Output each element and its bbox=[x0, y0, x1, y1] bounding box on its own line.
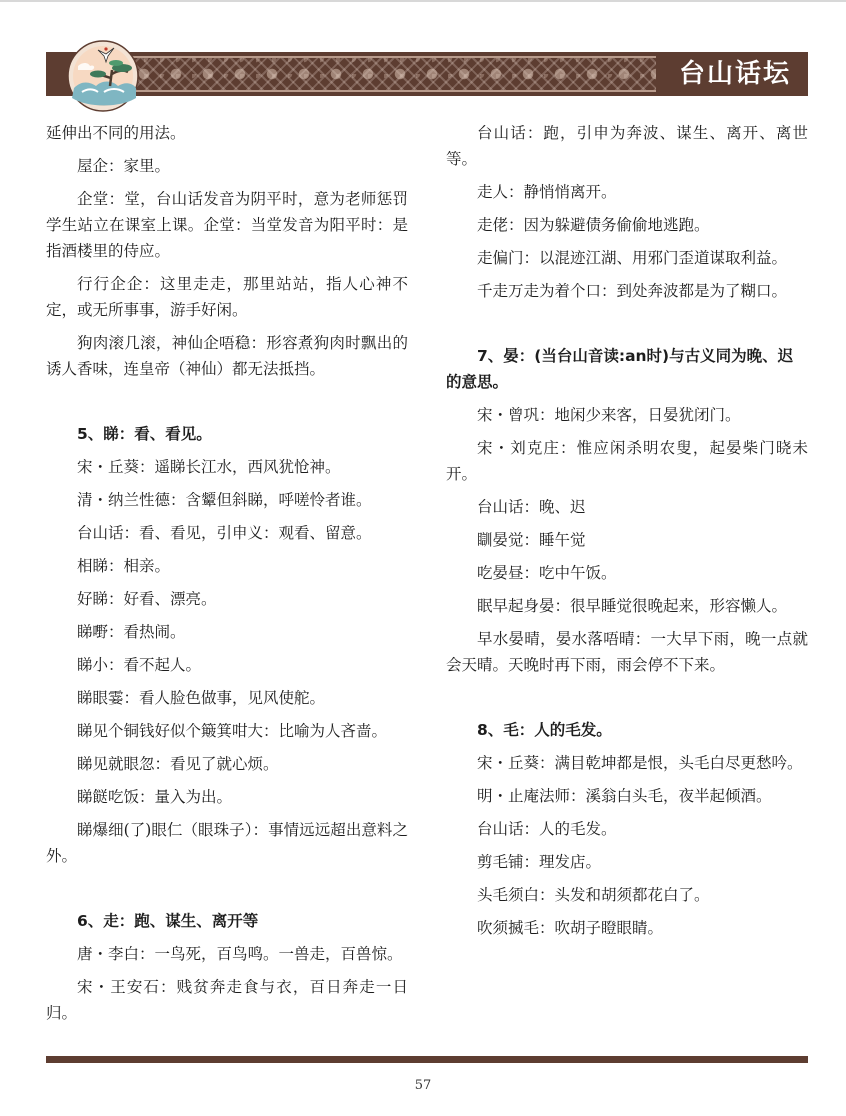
paragraph: 早水晏晴，晏水落唔晴：一大早下雨，晚一点就会天晴。天晚时再下雨，雨会停不下来。 bbox=[446, 630, 808, 674]
section-heading: 7、晏：(当台山音读:an时)与古义同为晚、迟的意思。 bbox=[446, 347, 794, 391]
paragraph: 睇嘢：看热闹。 bbox=[77, 623, 186, 641]
paragraph: 睇爆细(了)眼仁（眼珠子）：事情远远超出意料之外。 bbox=[46, 821, 408, 865]
paragraph: 狗肉滚几滚，神仙企唔稳：形容煮狗肉时飘出的诱人香味，连皇帝（神仙）都无法抵挡。 bbox=[46, 334, 408, 378]
paragraph: 台山话：人的毛发。 bbox=[477, 820, 617, 838]
paragraph: 眠早起身晏：很早睡觉很晚起来，形容懒人。 bbox=[477, 597, 788, 615]
paragraph: 宋・王安石：贱贫奔走食与衣，百日奔走一日归。 bbox=[46, 978, 408, 1022]
banner-pattern-border bbox=[96, 90, 656, 92]
paragraph: 相睇：相亲。 bbox=[77, 557, 171, 575]
banner-lattice-pattern bbox=[96, 58, 656, 90]
paragraph: 台山话：看、看见，引申义：观看、留意。 bbox=[77, 524, 372, 542]
paragraph: 宋・丘葵：满目乾坤都是恨，头毛白尽更愁吟。 bbox=[477, 754, 803, 772]
paragraph: 睇餸吃饭：量入为出。 bbox=[77, 788, 233, 806]
section-spacer bbox=[446, 311, 808, 343]
section-spacer bbox=[46, 389, 408, 421]
paragraph: 瞓晏觉：睡午觉 bbox=[477, 531, 586, 549]
right-column bbox=[446, 120, 808, 948]
paragraph: 唐・李白：一鸟死，百鸟鸣。一兽走，百兽惊。 bbox=[77, 945, 403, 963]
paragraph: 走偏门：以混迹江湖、用邪门歪道谋取利益。 bbox=[477, 249, 788, 267]
paragraph: 千走万走为着个口：到处奔波都是为了糊口。 bbox=[477, 282, 788, 300]
paragraph: 吃晏昼：吃中午饭。 bbox=[477, 564, 617, 582]
paragraph: 台山话：跑，引申为奔波、谋生、离开、离世等。 bbox=[446, 124, 808, 168]
section-spacer bbox=[46, 876, 408, 908]
banner-title: 台山话坛 bbox=[678, 59, 791, 89]
page-number: 57 bbox=[414, 1078, 432, 1093]
paragraph: 明・止庵法师：溪翁白头毛，夜半起倾酒。 bbox=[477, 787, 772, 805]
paragraph: 宋・刘克庄：惟应闲杀明农叟，起晏柴门晓未开。 bbox=[446, 439, 808, 483]
paragraph: 行行企企：这里走走，那里站站，指人心神不定，或无所事事，游手好闲。 bbox=[46, 275, 408, 319]
paragraph: 睇见个铜钱好似个簸箕咁大：比喻为人吝啬。 bbox=[77, 722, 388, 740]
section-heading: 6、走：跑、谋生、离开等 bbox=[77, 912, 259, 930]
paragraph: 睇小：看不起人。 bbox=[77, 656, 202, 674]
paragraph: 走人：静悄悄离开。 bbox=[477, 183, 617, 201]
top-rule bbox=[0, 0, 846, 2]
paragraph: 走佬：因为躲避债务偷偷地逃跑。 bbox=[477, 216, 710, 234]
crane-cloud-pine-emblem-icon bbox=[60, 36, 146, 112]
section-heading: 8、毛：人的毛发。 bbox=[477, 721, 612, 739]
paragraph: 睇见就眼忽：看见了就心烦。 bbox=[77, 755, 279, 773]
paragraph: 屋企：家里。 bbox=[77, 157, 171, 175]
section-heading: 5、睇：看、看见。 bbox=[77, 425, 212, 443]
left-column bbox=[46, 120, 408, 1033]
footer-rule bbox=[46, 1056, 808, 1063]
paragraph: 台山话：晚、迟 bbox=[477, 498, 586, 516]
paragraph: 吹须搣毛：吹胡子瞪眼睛。 bbox=[477, 919, 664, 937]
paragraph: 剪毛铺：理发店。 bbox=[477, 853, 602, 871]
paragraph: 延伸出不同的用法。 bbox=[46, 124, 186, 142]
paragraph: 清・纳兰性德：含颦但斜睇，呼嗟怜者谁。 bbox=[77, 491, 372, 509]
paragraph: 好睇：好看、漂亮。 bbox=[77, 590, 217, 608]
paragraph: 宋・丘葵：遥睇长江水，西风犹怆神。 bbox=[77, 458, 341, 476]
paragraph: 宋・曾巩：地闲少来客，日晏犹闭门。 bbox=[477, 406, 741, 424]
paragraph: 企堂：堂，台山话发音为阴平时，意为老师惩罚学生站立在课室上课。企堂：当堂发音为阳平时：是指酒楼里的侍应。 bbox=[46, 190, 408, 260]
section-spacer bbox=[446, 685, 808, 717]
paragraph: 头毛须白：头发和胡须都花白了。 bbox=[477, 886, 710, 904]
paragraph: 睇眼霎：看人脸色做事，见风使舵。 bbox=[77, 689, 326, 707]
